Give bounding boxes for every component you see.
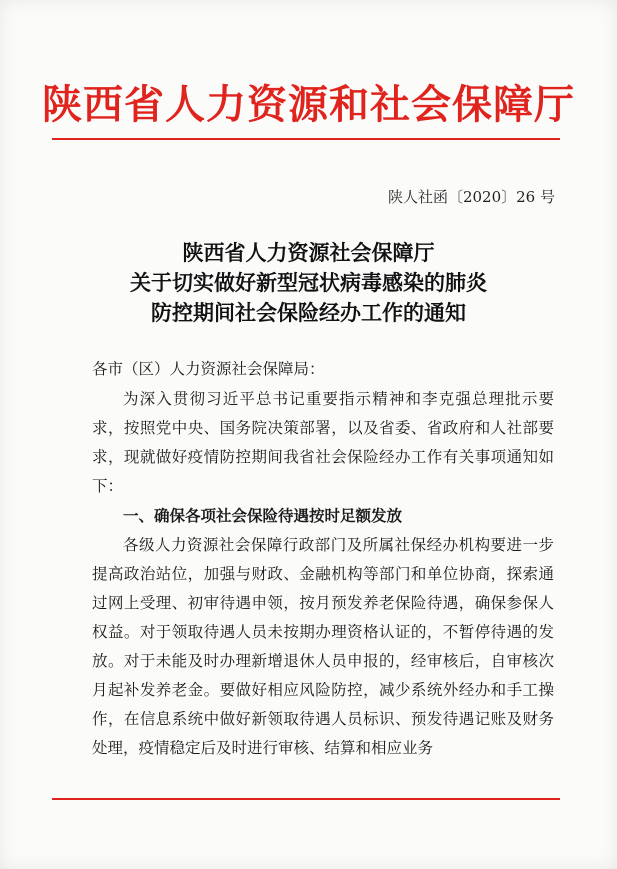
section-1-body: 各级人力资源社会保障行政部门及所属社保经办机构要进一步提高政治站位，加强与财政、金融机构等部门和单位协商，探索通过网上受理、初审待遇申领，按月预发养老保险待遇，确保参保人权益。对于领取待遇人员未按期办理资格认证的，不暂停待遇的发放。对于未能及时办理新增退休人员申报的，经审核后，自审核次月起补发养老金。要做好相应风险防控，减少系统外经办和手工操作，在信息系统中做好新领取待遇人员标识、预发待遇记账及财务处理，疫情稳定后及时进行审核、结算和相应业务	[92, 536, 554, 757]
title-line-3: 防控期间社会保险经办工作的通知	[151, 300, 466, 325]
title-line-1: 陕西省人力资源社会保障厅	[182, 240, 435, 265]
document-number: 陕人社函〔2020〕26 号	[387, 188, 555, 206]
issuer-header: 陕西省人力资源和社会保障厅	[42, 81, 575, 128]
section-1-heading: 一、确保各项社会保险待遇按时足额发放	[123, 507, 403, 525]
top-red-rule	[52, 138, 560, 140]
title-line-2: 关于切实做好新型冠状病毒感染的肺炎	[130, 270, 487, 295]
intro-paragraph: 为深入贯彻习近平总书记重要指示精神和李克强总理批示要求，按照党中央、国务院决策部署，以及省委、省政府和人社部要求，现就做好疫情防控期间我省社会保险经办工作有关事项通知如下：	[92, 390, 554, 495]
salutation: 各市（区）人力资源社会保障局：	[92, 360, 325, 378]
bottom-red-rule	[52, 798, 560, 800]
document-body	[92, 355, 554, 763]
document-title	[0, 238, 617, 328]
